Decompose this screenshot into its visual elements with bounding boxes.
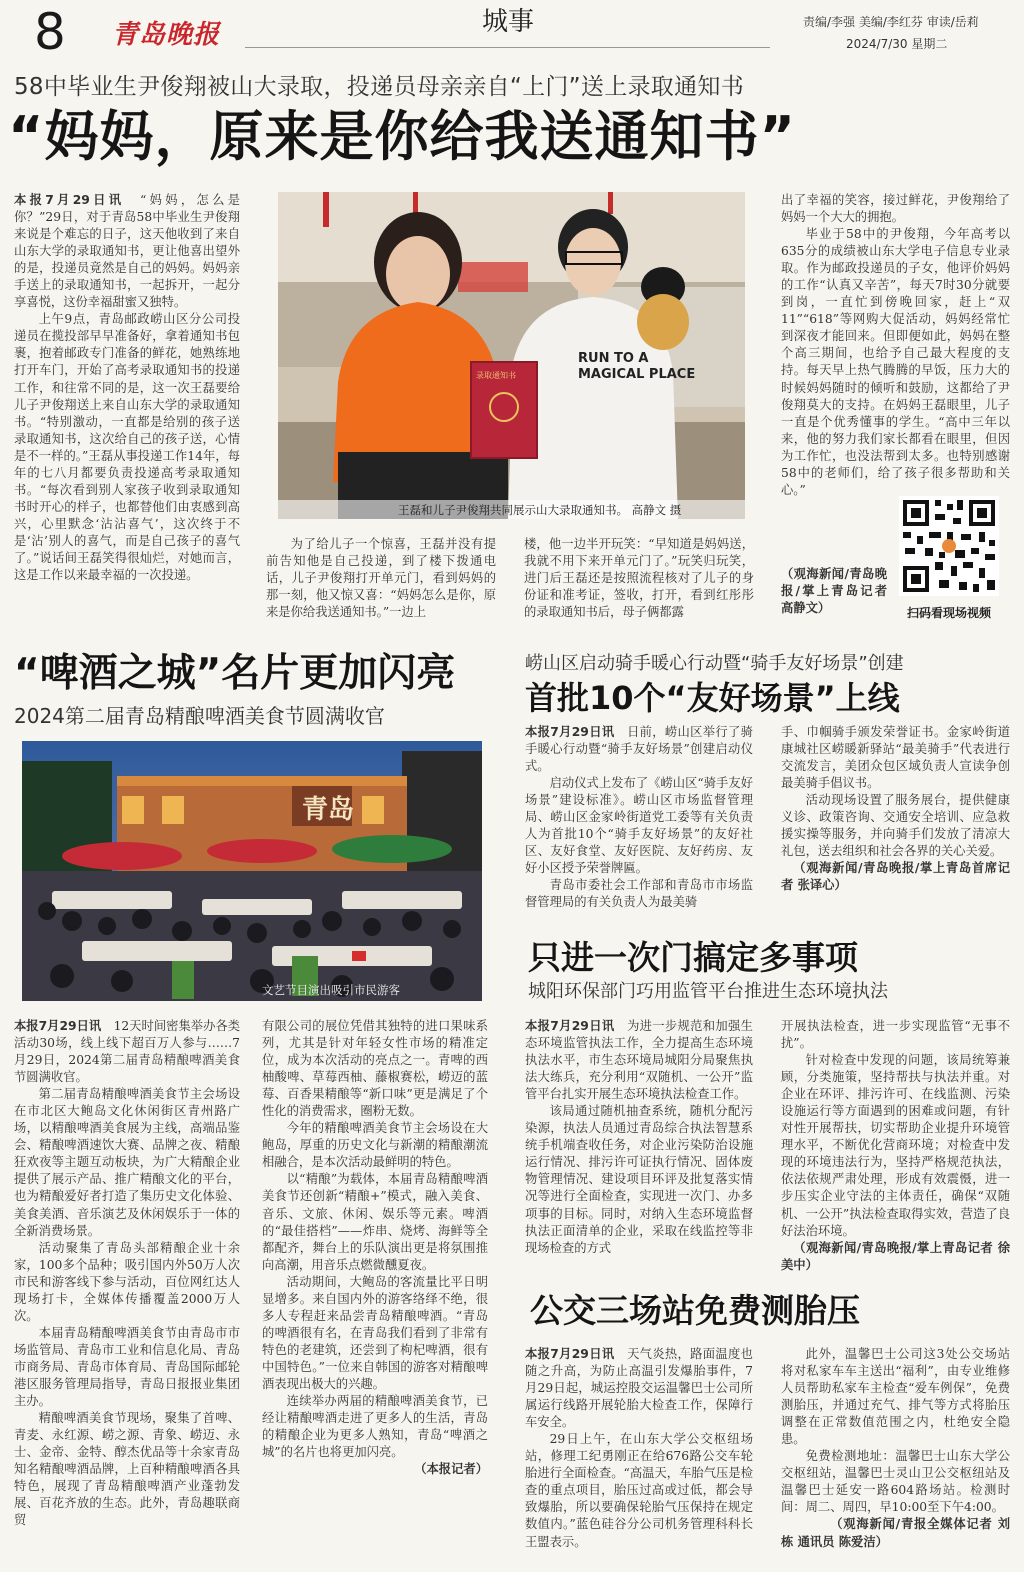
- story5-headline: 公交三场站免费测胎压: [530, 1291, 860, 1330]
- section-title: 城事: [482, 7, 535, 37]
- story4-subhead: 城阳环保部门巧用监管平台推进生态环境执法: [528, 981, 888, 1002]
- story2-column-2: 有限公司的展位凭借其独特的进口果味系列，尤其是针对年轻女性市场的精准定位，成为本次活动的亮点之一。青啤的西柚酸啤、草莓西柚、藤椒赛松，崂迈的蓝莓、百香果精酿等“新口味”更是满足了个性化的消费需求，圈粉无数。 今年的精酿啤酒美食节主会场设在大鲍岛，厚重的历史文化与新潮的精酿潮流相融合，是本次活动最鲜明的特色。 以“精酿”为载体，本届青岛精酿啤酒美食节还创新“精酿+”模式，融入美食、音乐、文旅、休闲、娱乐等元素。啤酒的“最佳搭档”——炸串、烧烤、海鲜等全都配齐，舞台上的乐队演出更是将氛围推向高潮，用音乐点燃微醺夏夜。 活动期间，大鲍岛的客流量比平日明显增多。来自国内外的游客络绎不绝，很多人专程赶来品尝青岛精酿啤酒。“青岛的啤酒很有名，在青岛我们看到了非常有特色的老建筑，还尝到了枸杞啤酒，很有中国特色。”一位来自韩国的游客对精酿啤酒表现出极大的兴趣。 连续举办两届的精酿啤酒美食节，已经让精酿啤酒走进了更多人的生活，青岛的精酿企业为更多人熟知，青岛“啤酒之城”的名片也将更加闪亮。 （本报记者）: [262, 1018, 488, 1556]
- story4-dateline: 本报7月29日讯: [525, 1019, 615, 1033]
- story1-photo: [278, 192, 745, 519]
- story3-headline: 首批10个“友好场景”上线: [525, 679, 900, 717]
- story4-headline: 只进一次门搞定多事项: [528, 938, 858, 977]
- masthead: [0, 0, 1024, 64]
- story3-column-2: 手、巾帼骑手颁发荣誉证书。金家岭街道康城社区崂暖新驿站“最美骑手”代表进行交流发言，美团众包区域负责人宣读争创最美骑手倡议书。 活动现场设置了服务展台，提供健康义诊、政策咨询、交通安全培训、应急救援实操等服务，并向骑手们发放了清凉大礼包，送去组织和社会各界的关心关爱。 （观海新闻/青岛晚报/掌上青岛首席记者 张译心）: [781, 724, 1010, 916]
- story5-credit: （观海新闻/青报全媒体记者 刘栋 通讯员 陈爱洁）: [781, 1517, 1010, 1549]
- masthead-editors: 责编/李强 美编/李红芬 审读/岳莉: [803, 15, 979, 29]
- story1-column-4-tail: [781, 486, 887, 626]
- story2-column-1: 本报7月29日讯 12天时间密集举办各类活动30场，线上线下超百万人参与……7月29日，2024第二届青岛精酿啤酒美食节圆满收官。 第二届青岛精酿啤酒美食节主会场设在市北区大鲍岛文化休闲街区青州路广场，以精酿啤酒美食展为主线，高端品鉴会、精酿啤酒速饮大赛、品牌之夜、精酿狂欢夜等主题互动板块，为广大精酿企业提供了展示产品、推广精酿文化的平台，也为精酿爱好者打造了集历史文化体验、美食美酒、音乐演艺及休闲娱乐于一体的全新消费场景。 活动聚集了青岛头部精酿企业十余家，100多个品种；吸引国内外50万人次市民和游客线下参与活动，百位网红达人现场打卡，全媒体传播覆盖2000万人次。 本届青岛精酿啤酒美食节由青岛市市场监管局、青岛市工业和信息化局、青岛市商务局、青岛市体育局、青岛国际邮轮港区服务管理局指导，青岛日报报业集团主办。 精酿啤酒美食节现场，聚集了首啤、青麦、永红源、崂之源、青象、崂迈、永士、金帝、金特、醇杰优品等十余家青岛知名精酿啤酒品牌，上百种精酿啤酒各具特色，展现了青岛精酿啤酒产业蓬勃发展、百花齐放的生态。此外，青岛趣联商贸: [14, 1019, 240, 1528]
- masthead-date: 2024/7/30 星期二: [846, 37, 948, 51]
- story2-dateline: 本报7月29日讯: [14, 1019, 102, 1033]
- page-number: 8: [34, 3, 66, 61]
- story1-column-4: 出了幸福的笑容，接过鲜花，尹俊翔给了妈妈一个大大的拥抱。 毕业于58中的尹俊翔，今年高考以635分的成绩被山东大学电子信息专业录取。作为邮政投递员的子女，他评价妈妈的工作“认真又辛苦”，每天7时30分就要到岗，一直忙到傍晚回家，赶上“双11”“618”等网购大促活动，妈妈经常忙到深夜才能回来。但即便如此，妈妈在整个高三期间，也给予自己最大程度的支持。每天早上热气腾腾的早饭，压力大的时候妈妈随时的倾听和鼓励，这都给了尹俊翔莫大的支持。在妈妈王磊眼里，儿子一直是个优秀懂事的学生。“高中三年以来，他的努力我们家长都看在眼里，但因为工作忙，也没法帮到太多。也特别感谢58中的老师们，给了孩子很多帮助和关心。”: [781, 193, 1010, 497]
- story1-headline: “妈妈，原来是你给我送通知书”: [8, 105, 796, 168]
- story2-credit: （本报记者）: [414, 1462, 488, 1477]
- masthead-paper-name: 青岛晚报: [112, 20, 221, 50]
- beer-festival-photo: [22, 741, 482, 1001]
- shirt-print: RUN TO A: [578, 351, 649, 366]
- story5-column-2: 此外，温馨巴士公司这3处公交场站将对私家车车主送出“福利”，由专业维修人员帮助私家车主检查“爱车例保”，免费测胎压，并通过充气、排气等方式将胎压调整在正常数值范围之内，杜绝安全隐患。 免费检测地址：温馨巴士山东大学公交枢纽站，温馨巴士灵山卫公交枢纽站及温馨巴士延安一路604路场站。检测时间：周二、周四，早10:00至下午4:00。 （观海新闻/青报全媒体记者 刘栋 通讯员 陈爱洁）: [781, 1346, 1010, 1560]
- svg-text:录取通知书: 录取通知书: [476, 371, 516, 380]
- story3-column-1: 本报7月29日讯 日前，崂山区举行了骑手暖心行动暨“骑手友好场景”创建启动仪式。 启动仪式上发布了《崂山区“骑手友好场景”建设标准》。崂山区市场监督管理局、崂山区金家岭街道党工委等有关负责人为首批10个“骑手友好场景”的友好社区、友好食堂、友好医院、友好药房、友好小区授予荣誉牌匾。 青岛市委社会工作部和青岛市市场监督管理局的有关负责人为最美骑: [525, 725, 753, 910]
- story4-column-1: 本报7月29日讯 为进一步规范和加强生态环境监管执法工作，全力提高生态环境执法水平，市生态环境局城阳分局聚焦执法大练兵，充分利用“双随机、一公开”监管平台扎实开展生态环境执法检查工作。 该局通过随机抽查系统，随机分配污染源，执法人员通过青岛综合执法智慧系统手机端查收任务，对企业污染防治设施运行情况、排污许可证执行情况、固体废物管理情况、建设项目环评及批复落实情况等进行全面检查，实现进一次门、办多项事的目标。同时，对纳入生态环境监督执法正面清单的企业，采取在线监控等非现场检查的方式: [525, 1019, 753, 1255]
- masthead-rule: [245, 47, 770, 48]
- mother-son-photo: [278, 192, 745, 519]
- qr-code-icon: [899, 496, 999, 596]
- sign-text: 青岛: [302, 795, 355, 825]
- story2-headline: “啤酒之城”名片更加闪亮: [14, 651, 456, 696]
- story3-kicker: 崂山区启动骑手暖心行动暨“骑手友好场景”创建: [525, 653, 904, 674]
- story1-photo-caption: 王磊和儿子尹俊翔共同展示山大录取通知书。 高静文 摄: [398, 503, 682, 517]
- story5-column-1: 本报7月29日讯 天气炎热，路面温度也随之升高，为防止高温引发爆胎事件，7月29日起，城运控股交运温馨巴士公司所属运行线路开展轮胎大检查工作，保障行车安全。 29日上午，在山东大学公交枢纽场站，修理工纪勇刚正在给676路公交车轮胎进行全面检查。“高温天，车胎气压是检查的重点项目，胎压过高或过低，都会导致爆胎，所以要确保轮胎气压保持在规定数值内。”蓝色硅谷分公司机务管理科科长王盟表示。: [525, 1347, 753, 1549]
- story1-kicker: 58中毕业生尹俊翔被山大录取，投递员母亲亲自“上门”送上录取通知书: [14, 74, 744, 100]
- story3-credit: （观海新闻/青岛晚报/掌上青岛首席记者 张译心）: [781, 861, 1010, 893]
- story1-dateline: 本报7月29日讯: [14, 193, 125, 207]
- story5-dateline: 本报7月29日讯: [525, 1347, 615, 1361]
- story1-column-2: 为了给儿子一个惊喜，王磊并没有提前告知他是自己投递，到了楼下拨通电话，儿子尹俊翔打开单元门，看到妈妈的那一刻，他又惊又喜：“妈妈怎么是你，原来是你给我送通知书。”一边上: [266, 537, 496, 620]
- story3-dateline: 本报7月29日讯: [525, 725, 615, 739]
- story1-column-1: 本报7月29日讯 “妈妈，怎么是你？”29日，对于青岛58中毕业生尹俊翔来说是个难忘的日子，这天他收到了来自山东大学的录取通知书，更让他喜出望外的是，投递员竟然是自己的妈妈。妈妈亲手送上的录取通知书，一起拆开，一起分享喜悦，这份幸福甜蜜又独特。 上午9点，青岛邮政崂山区分公司投递员在揽投部早早准备好，拿着通知书包裹，抱着邮政专门准备的鲜花，她熟练地打开车门，开始了高考录取通知书的投递工作，和往常不同的是，这一次王磊要给儿子尹俊翔送上来自山东大学的录取通知书。“特别激动，一直都是给别的孩子送录取通知书，这次给自己的孩子送，心情是不一样的。”王磊从事投递工作14年，每年的七八月都要负责投递高考录取通知书。“每次看到别人家孩子收到录取通知书时开心的样子，也都替他们由衷感到高兴，心里默念‘沾沾喜气’，这次终于不是‘沾’别人的喜气，而是自己孩子的喜气了。”说话间王磊笑得很灿烂，对她而言，这是工作以来最幸福的一次投递。: [14, 193, 240, 583]
- story1-column-3: 楼，他一边半开玩笑：“早知道是妈妈送，我就不用下来开单元门了。”玩笑归玩笑，进门后王磊还是按照流程核对了儿子的身份证和准考证，签收，打开，看到红彤彤的录取通知书后，母子俩都露: [524, 537, 754, 620]
- story1-credit: （观海新闻/青岛晚报/掌上青岛记者 高静文）: [781, 567, 887, 616]
- story4-credit: （观海新闻/青岛晚报/掌上青岛记者 徐美中）: [781, 1240, 1010, 1272]
- story2-photo-caption: 文艺节目演出吸引市民游客: [262, 983, 400, 997]
- qr-code[interactable]: [899, 496, 999, 596]
- svg-text:MAGICAL PLACE: MAGICAL PLACE: [578, 367, 696, 382]
- story2-photo: [22, 741, 482, 1001]
- story4-column-2: 开展执法检查，进一步实现监管“无事不扰”。 针对检查中发现的问题，该局统筹兼顾，分类施策，坚持帮扶与执法并重。对企业在环评、排污许可、在线监测、污染设施运行等方面遇到的困难或问题，有针对性开展帮扶，切实帮助企业提升环境管理水平，不断优化营商环境；对检查中发现的环境违法行为，坚持严格规范执法，依法依规严肃处理，形成有效震慑，进一步压实企业守法的主体责任，确保“双随机、一公开”执法检查取得实效，营造了良好法治环境。 （观海新闻/青岛晚报/掌上青岛记者 徐美中）: [781, 1018, 1010, 1280]
- qr-caption: 扫码看现场视频: [907, 606, 992, 620]
- story2-subhead: 2024第二届青岛精酿啤酒美食节圆满收官: [14, 704, 385, 728]
